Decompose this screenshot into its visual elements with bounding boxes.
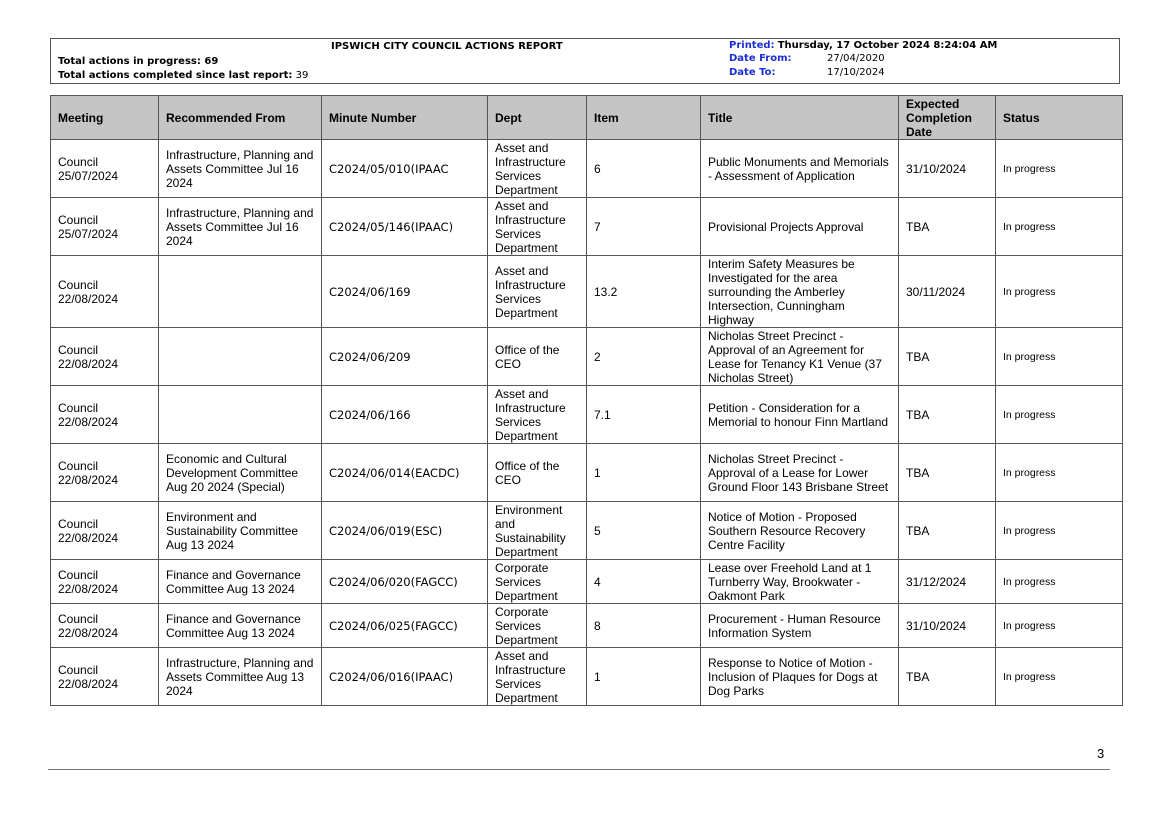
dept-cell: Office of the CEO: [488, 328, 587, 386]
title-cell: Interim Safety Measures be Investigated for the area surrounding the Amberley Intersection, Cunningham Highway: [701, 256, 899, 328]
title-cell: Public Monuments and Memorials - Assessment of Application: [701, 140, 899, 198]
minute-number-cell: C2024/06/169: [322, 256, 488, 328]
dept-cell: Asset and Infrastructure Services Department: [488, 140, 587, 198]
col-header-dept: Dept: [488, 96, 587, 140]
status-cell: In progress: [996, 444, 1123, 502]
item-cell: 4: [587, 560, 701, 604]
recommended-from-cell: Infrastructure, Planning and Assets Committee Aug 13 2024: [159, 648, 322, 706]
title-cell: Response to Notice of Motion - Inclusion of Plaques for Dogs at Dog Parks: [701, 648, 899, 706]
dept-cell: Asset and Infrastructure Services Department: [488, 648, 587, 706]
title-cell: Notice of Motion - Proposed Southern Resource Recovery Centre Facility: [701, 502, 899, 560]
minute-number-cell: C2024/05/146(IPAAC): [322, 198, 488, 256]
status-cell: In progress: [996, 386, 1123, 444]
table-row: [51, 328, 1123, 386]
recommended-from-cell: Infrastructure, Planning and Assets Committee Jul 16 2024: [159, 198, 322, 256]
dept-cell: Environment and Sustainability Department: [488, 502, 587, 560]
date-from-value: 27/04/2020: [827, 53, 885, 64]
item-cell: 7.1: [587, 386, 701, 444]
report-header: [50, 38, 1120, 84]
expected-date-cell: TBA: [899, 648, 996, 706]
recommended-from-cell: [159, 256, 322, 328]
date-to-line: [729, 67, 1029, 78]
expected-date-cell: TBA: [899, 444, 996, 502]
date-from-line: [729, 53, 1029, 64]
minute-number-cell: C2024/06/166: [322, 386, 488, 444]
expected-date-cell: TBA: [899, 328, 996, 386]
minute-number-cell: C2024/06/020(FAGCC): [322, 560, 488, 604]
expected-date-cell: 31/12/2024: [899, 560, 996, 604]
minute-number-cell: C2024/06/016(IPAAC): [322, 648, 488, 706]
in-progress-label: Total actions in progress:: [58, 56, 201, 67]
meeting-cell: Council 22/08/2024: [51, 386, 159, 444]
table-row: [51, 502, 1123, 560]
title-cell: Procurement - Human Resource Information System: [701, 604, 899, 648]
dept-cell: Asset and Infrastructure Services Department: [488, 256, 587, 328]
meeting-cell: Council 22/08/2024: [51, 256, 159, 328]
printed-value: Thursday, 17 October 2024 8:24:04 AM: [777, 40, 998, 51]
col-header-recommended-from: Recommended From: [159, 96, 322, 140]
expected-date-cell: 31/10/2024: [899, 604, 996, 648]
recommended-from-cell: Environment and Sustainability Committee Aug 13 2024: [159, 502, 322, 560]
dept-cell: Asset and Infrastructure Services Department: [488, 386, 587, 444]
meeting-cell: Council 22/08/2024: [51, 648, 159, 706]
completed-total: [58, 70, 308, 81]
expected-date-cell: TBA: [899, 386, 996, 444]
item-cell: 1: [587, 648, 701, 706]
title-cell: Nicholas Street Precinct - Approval of a Lease for Lower Ground Floor 143 Brisbane Street: [701, 444, 899, 502]
title-cell: Petition - Consideration for a Memorial to honour Finn Martland: [701, 386, 899, 444]
printed-label: Printed:: [729, 40, 775, 51]
report-title: IPSWICH CITY COUNCIL ACTIONS REPORT: [331, 41, 563, 52]
minute-number-cell: C2024/06/025(FAGCC): [322, 604, 488, 648]
recommended-from-cell: Finance and Governance Committee Aug 13 2024: [159, 604, 322, 648]
minute-number-cell: C2024/06/019(ESC): [322, 502, 488, 560]
meeting-cell: Council 25/07/2024: [51, 140, 159, 198]
table-row: [51, 140, 1123, 198]
expected-date-cell: TBA: [899, 198, 996, 256]
minute-number-cell: C2024/05/010(IPAAC: [322, 140, 488, 198]
in-progress-value: 69: [204, 56, 219, 67]
status-cell: In progress: [996, 560, 1123, 604]
expected-date-cell: 30/11/2024: [899, 256, 996, 328]
recommended-from-cell: [159, 386, 322, 444]
printed-line: [729, 40, 997, 51]
date-to-label: Date To:: [729, 67, 776, 78]
dept-cell: Asset and Infrastructure Services Department: [488, 198, 587, 256]
status-cell: In progress: [996, 256, 1123, 328]
table-header-row: [51, 96, 1123, 140]
col-header-item: Item: [587, 96, 701, 140]
in-progress-total: [58, 56, 218, 67]
item-cell: 2: [587, 328, 701, 386]
status-cell: In progress: [996, 502, 1123, 560]
table-row: [51, 604, 1123, 648]
meeting-cell: Council 22/08/2024: [51, 502, 159, 560]
completed-label: Total actions completed since last report:: [58, 70, 293, 81]
item-cell: 5: [587, 502, 701, 560]
title-cell: Lease over Freehold Land at 1 Turnberry Way, Brookwater - Oakmont Park: [701, 560, 899, 604]
dept-cell: Office of the CEO: [488, 444, 587, 502]
table-row: [51, 386, 1123, 444]
meeting-cell: Council 22/08/2024: [51, 444, 159, 502]
item-cell: 13.2: [587, 256, 701, 328]
page-number: 3: [1097, 746, 1105, 761]
actions-table: [50, 95, 1123, 706]
recommended-from-cell: Finance and Governance Committee Aug 13 2024: [159, 560, 322, 604]
col-header-title: Title: [701, 96, 899, 140]
meeting-cell: Council 25/07/2024: [51, 198, 159, 256]
recommended-from-cell: Economic and Cultural Development Committee Aug 20 2024 (Special): [159, 444, 322, 502]
recommended-from-cell: Infrastructure, Planning and Assets Committee Jul 16 2024: [159, 140, 322, 198]
table-row: [51, 560, 1123, 604]
recommended-from-cell: [159, 328, 322, 386]
date-from-label: Date From:: [729, 53, 792, 64]
item-cell: 6: [587, 140, 701, 198]
table-row: [51, 444, 1123, 502]
item-cell: 1: [587, 444, 701, 502]
col-header-minute-number: Minute Number: [322, 96, 488, 140]
status-cell: In progress: [996, 648, 1123, 706]
col-header-meeting: Meeting: [51, 96, 159, 140]
minute-number-cell: C2024/06/014(EACDC): [322, 444, 488, 502]
status-cell: In progress: [996, 140, 1123, 198]
status-cell: In progress: [996, 604, 1123, 648]
dept-cell: Corporate Services Department: [488, 560, 587, 604]
footer-divider: [48, 769, 1110, 770]
status-cell: In progress: [996, 328, 1123, 386]
col-header-status: Status: [996, 96, 1123, 140]
col-header-expected-completion-date: Expected Completion Date: [899, 96, 996, 140]
minute-number-cell: C2024/06/209: [322, 328, 488, 386]
meeting-cell: Council 22/08/2024: [51, 328, 159, 386]
completed-value: 39: [295, 70, 309, 81]
item-cell: 7: [587, 198, 701, 256]
status-cell: In progress: [996, 198, 1123, 256]
date-to-value: 17/10/2024: [827, 67, 885, 78]
dept-cell: Corporate Services Department: [488, 604, 587, 648]
title-cell: Provisional Projects Approval: [701, 198, 899, 256]
meeting-cell: Council 22/08/2024: [51, 604, 159, 648]
table-row: [51, 648, 1123, 706]
table-row: [51, 198, 1123, 256]
title-cell: Nicholas Street Precinct - Approval of an Agreement for Lease for Tenancy K1 Venue (37 Nicholas Street): [701, 328, 899, 386]
meeting-cell: Council 22/08/2024: [51, 560, 159, 604]
table-row: [51, 256, 1123, 328]
item-cell: 8: [587, 604, 701, 648]
expected-date-cell: 31/10/2024: [899, 140, 996, 198]
expected-date-cell: TBA: [899, 502, 996, 560]
